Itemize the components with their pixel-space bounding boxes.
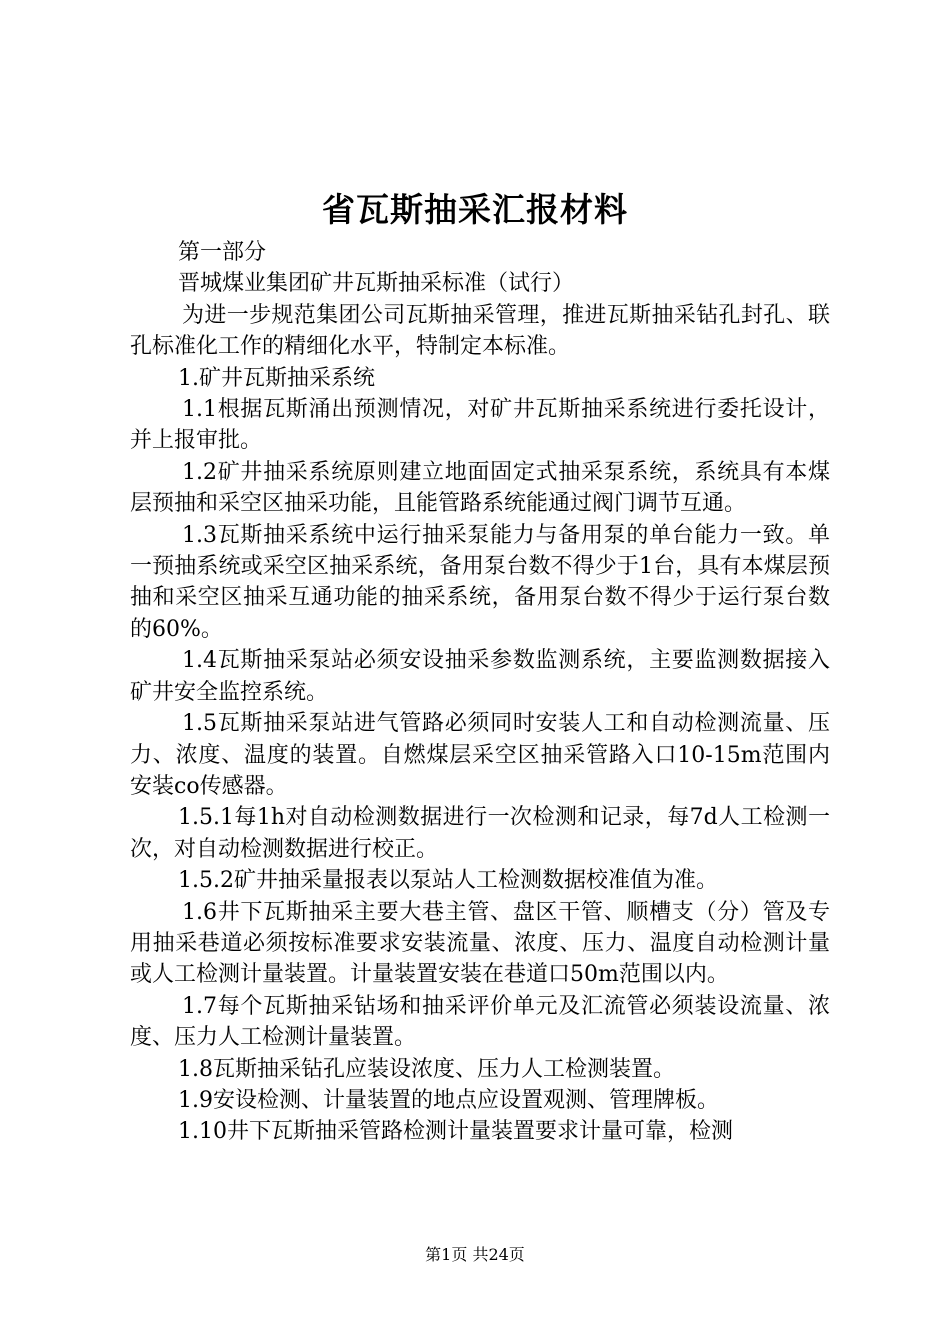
paragraph: 1.7每个瓦斯抽采钻场和抽采评价单元及汇流管必须装设流量、浓度、压力人工检测计量装置。 xyxy=(130,993,830,1051)
paragraph: 为进一步规范集团公司瓦斯抽采管理，推进瓦斯抽采钻孔封孔、联孔标准化工作的精细化水平，特制定本标准。 xyxy=(130,302,830,360)
document-body xyxy=(130,237,830,1148)
paragraph: 1.2矿井抽采系统原则建立地面固定式抽采泵系统，系统具有本煤层预抽和采空区抽采功能，且能管路系统能通过阀门调节互通。 xyxy=(130,459,830,517)
page-number-footer: 第1页 共24页 xyxy=(425,1245,525,1264)
paragraph: 1.5.1每1h对自动检测数据进行一次检测和记录，每7d人工检测一次，对自动检测数据进行校正。 xyxy=(130,805,830,862)
document-title: 省瓦斯抽采汇报材料 xyxy=(322,190,628,229)
paragraph: 1.5瓦斯抽采泵站进气管路必须同时安装人工和自动检测流量、压力、浓度、温度的装置。自燃煤层采空区抽采管路入口10-15m范围内安装co传感器。 xyxy=(130,711,830,799)
paragraph: 晋城煤业集团矿井瓦斯抽采标准（试行） xyxy=(178,271,575,297)
paragraph: 1.9安设检测、计量装置的地点应设置观测、管理牌板。 xyxy=(178,1087,719,1113)
paragraph: 1.矿井瓦斯抽采系统 xyxy=(178,365,375,391)
paragraph: 1.4瓦斯抽采泵站必须安设抽采参数监测系统，主要监测数据接入矿井安全监控系统。 xyxy=(130,648,830,705)
paragraph: 1.8瓦斯抽采钻孔应装设浓度、压力人工检测装置。 xyxy=(178,1056,675,1082)
paragraph: 1.6井下瓦斯抽采主要大巷主管、盘区干管、顺槽支（分）管及专用抽采巷道必须按标准要求安装流量、浓度、压力、温度自动检测计量或人工检测计量装置。计量装置安装在巷道口50m范围以内。 xyxy=(130,899,830,988)
paragraph: 1.5.2矿井抽采量报表以泵站人工检测数据校准值为准。 xyxy=(178,868,718,894)
paragraph: 1.3瓦斯抽采系统中运行抽采泵能力与备用泵的单台能力一致。单一预抽系统或采空区抽采系统，备用泵台数不得少于1台，具有本煤层预抽和采空区抽采互通功能的抽采系统，备用泵台数不得少于运行泵台数的60%。 xyxy=(130,522,830,642)
paragraph: 1.1根据瓦斯涌出预测情况，对矿井瓦斯抽采系统进行委托设计，并上报审批。 xyxy=(130,397,830,454)
paragraph: 1.10井下瓦斯抽采管路检测计量装置要求计量可靠，检测 xyxy=(178,1119,733,1145)
paragraph: 第一部分 xyxy=(178,240,267,265)
